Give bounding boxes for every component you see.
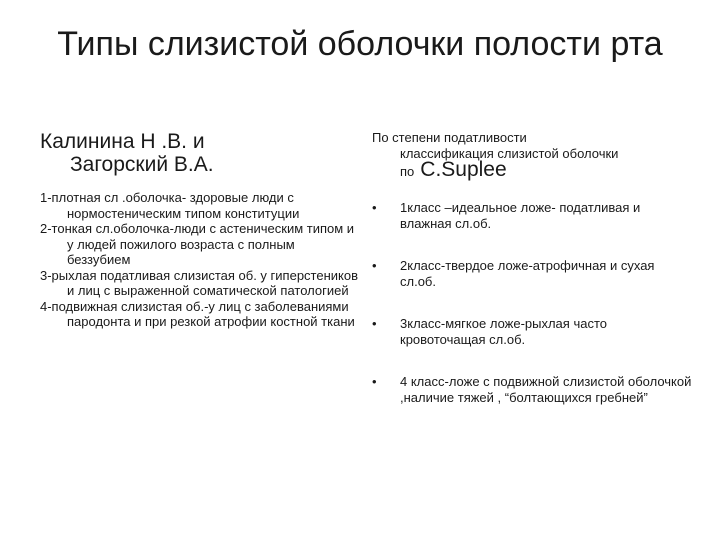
left-heading	[40, 130, 360, 176]
bullet-icon: •	[372, 200, 377, 215]
bullet-icon: •	[372, 316, 377, 331]
slide-title: Типы слизистой оболочки полости рта	[57, 25, 663, 63]
right-intro	[372, 130, 692, 180]
left-heading-line2: Загорский В.А.	[70, 153, 214, 176]
right-bullet-text: 1класс –идеальное ложе- податливая и влажная сл.об.	[400, 200, 641, 231]
right-intro-line3	[372, 158, 692, 181]
right-bullet-item	[372, 316, 692, 348]
right-bullet-item	[372, 200, 692, 232]
bullet-icon: •	[372, 374, 377, 389]
right-column	[372, 130, 692, 432]
right-bullet-text: 4 класс-ложе с подвижной слизистой оболочкой ,наличие тяжей , “болтающихся гребней”	[400, 374, 692, 405]
left-list-item: 2-тонкая сл.оболочка-люди с астеническим типом и у людей пожилого возраста с полным беззубием	[40, 221, 355, 267]
right-bullet-text: 3класс-мягкое ложе-рыхлая часто кровоточащая сл.об.	[400, 316, 607, 347]
right-bullet-text: 2класс-твердое ложе-атрофичная и сухая сл.об.	[400, 258, 655, 289]
right-intro-po: по	[400, 164, 415, 179]
right-intro-line1: По степени податливости	[372, 130, 527, 145]
right-bullet-item	[372, 374, 692, 406]
bullet-icon: •	[372, 258, 377, 273]
left-list-item: 3-рыхлая податливая слизистая об. у гиперстеников и лиц с выраженной соматической патологией	[40, 267, 358, 298]
left-heading-line1: Калинина Н .В. и	[40, 130, 205, 153]
left-list	[40, 190, 360, 330]
right-bullet-item	[372, 258, 692, 290]
right-bullet-list	[372, 200, 692, 406]
right-intro-line2: классификация слизистой оболочки	[400, 146, 619, 161]
left-list-item: 1-плотная сл .оболочка- здоровые люди с нормостеническим типом конституции	[40, 190, 300, 221]
left-list-item: 4-подвижная слизистая об.-у лиц с заболеваниями пародонта и при резкой атрофии костной ткани	[40, 298, 355, 329]
left-column	[40, 130, 360, 330]
right-intro-author: C.Suplee	[420, 158, 507, 181]
